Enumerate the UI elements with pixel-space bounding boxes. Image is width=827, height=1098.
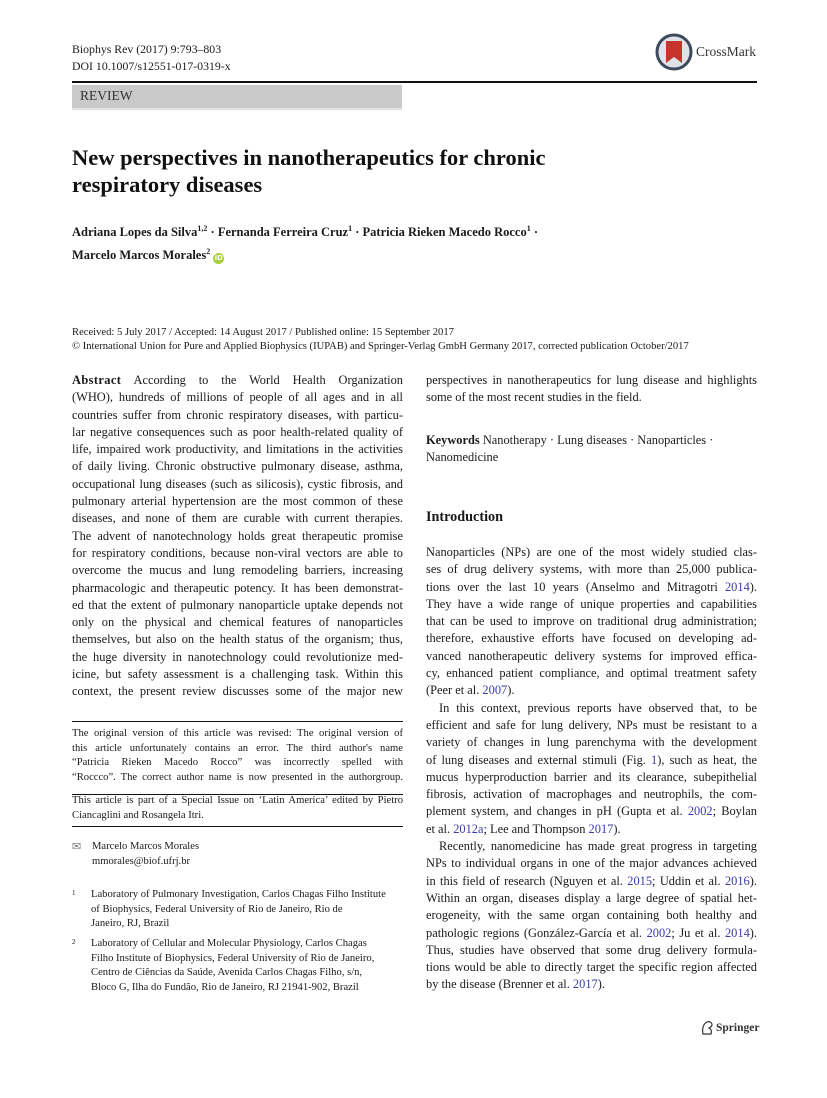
crossmark-label: CrossMark: [696, 44, 756, 59]
introduction-line: efficient and safe for lung delivery, NPs must be resistant to a: [426, 717, 757, 732]
author-affiliation: 1,2: [197, 224, 208, 233]
introduction-line: vanced nanotherapeutic delivery systems for improved effica-: [426, 648, 757, 663]
author-separator: ·: [210, 225, 215, 240]
affiliation-number: 2: [72, 938, 76, 946]
author-name[interactable]: Marcelo Marcos Morales: [72, 248, 207, 263]
springer-logo: [700, 1020, 759, 1035]
revision-note: [72, 727, 403, 785]
abstract-line: perspectives in nanotherapeutics for lung disease and highlights: [426, 373, 757, 387]
introduction-line: (Peer et al. 2007).: [426, 683, 515, 698]
envelope-icon: ✉: [72, 840, 82, 853]
author-name[interactable]: Adriana Lopes da Silva: [72, 225, 198, 240]
keywords-label: Keywords: [426, 433, 480, 447]
abstract-line: of daily living. Chronic obstructive pulmonary disease, asthma,: [72, 459, 403, 474]
orcid-icon[interactable]: iD: [214, 254, 223, 263]
crossmark-badge[interactable]: [655, 32, 756, 72]
abstract-line: some of the most recent studies in the field.: [426, 390, 642, 405]
introduction-line: erogeneity, with the same organ containing both healthy and: [426, 908, 757, 923]
introduction-line: Nanoparticles (NPs) are one of the most widely studied clas-: [426, 545, 757, 559]
keywords: [426, 432, 757, 467]
introduction-line: tions over the last 10 years (Anselmo and Mitragotri 2014).: [426, 579, 757, 594]
title-line: New perspectives in nanotherapeutics for chronic: [72, 145, 546, 170]
citation-link[interactable]: 2012a: [453, 821, 484, 836]
abstract-line: lar negative consequences such as poor health-related quality of: [72, 424, 403, 439]
footnote-rule: [72, 826, 403, 827]
journal-citation: Biophys Rev (2017) 9:793–803: [72, 42, 222, 56]
contact-email[interactable]: mmorales@biof.ufrj.br: [92, 855, 191, 867]
section-bar: [72, 85, 402, 110]
citation-link[interactable]: 1: [651, 752, 658, 767]
introduction-line: Thus, studies have observed that some drug delivery formula-: [426, 942, 757, 957]
introduction-line: by the disease (Brenner et al. 2017).: [426, 977, 605, 992]
affiliation-line: Janeiro, RJ, Brazil: [91, 918, 170, 930]
author-name[interactable]: Fernanda Ferreira Cruz: [217, 225, 349, 240]
citation-link[interactable]: 2002: [646, 925, 672, 940]
contact-name: Marcelo Marcos Morales: [92, 841, 200, 852]
introduction-line: pathologic regions (González-García et al. 2002; Ju et al. 2014).: [426, 925, 757, 940]
introduction-line: NPs to individual organs in one of the major advances achieved: [426, 856, 757, 871]
abstract-line: the huge diversity in nanotechnology could revolutionize med-: [72, 649, 403, 664]
abstract: [72, 372, 403, 701]
springer-horse-icon: [700, 1020, 714, 1035]
introduction-line: et al. 2012a; Lee and Thompson 2017).: [426, 821, 621, 836]
revision-note-line: The original version of this article was revised: The original version of: [72, 728, 403, 739]
introduction-line: mucus hyperproduction barrier and its clearance, subepithelial: [426, 769, 757, 784]
special-issue-line: This article is part of a Special Issue on ‘Latin America’ edited by Pietro: [72, 795, 403, 806]
citation-link[interactable]: 2014: [724, 925, 750, 940]
keywords-list-continued: Nanomedicine: [426, 450, 499, 465]
footnote-rule: [72, 721, 403, 722]
title-line: respiratory diseases: [72, 172, 263, 197]
introduction-line: in this field of research (Nguyen et al. 2015; Uddin et al. 2016).: [426, 873, 757, 888]
author-separator: ·: [533, 225, 539, 240]
introduction-line: plement system, and changes in pH (Gupta et al. 2002; Boylan: [426, 804, 757, 819]
abstract-line: (WHO), hundreds of millions of people of all ages and in all: [72, 390, 403, 405]
corresponding-author: [72, 840, 199, 869]
publisher-name: Springer: [716, 1021, 760, 1034]
introduction-line: They have a wide range of unique properties and capabilities: [426, 596, 757, 611]
abstract-line: context, the present review discusses some of the major new: [72, 684, 403, 699]
abstract-line: occupational lung diseases (such as silicosis), cystic fibrosis, and: [72, 476, 403, 491]
abstract-line: only on the physical and chemical features of nanoparticles: [72, 615, 403, 630]
citation-link[interactable]: 2015: [627, 873, 653, 888]
affiliation-number: 1: [72, 889, 76, 897]
abstract-line: The advent of nanotechnology holds great therapeutic promise: [72, 528, 403, 543]
introduction-line: variety of changes in lung parenchyma with the development: [426, 735, 757, 750]
abstract-line: pharmacologic and therapeutic potency. It has been demonstrat-: [72, 580, 403, 595]
affiliation-2: [72, 937, 403, 995]
author-affiliation: 1: [526, 224, 531, 233]
revision-note-line: this article unfortunately contains an error. The third author's name: [72, 742, 403, 754]
author-name[interactable]: Patricia Rieken Macedo Rocco: [362, 225, 527, 240]
citation-link[interactable]: 2017: [572, 977, 598, 992]
citation-link[interactable]: 2014: [724, 579, 750, 594]
affiliation-line: Filho Institute of Biophysics, Federal University of Rio de Janeiro,: [91, 952, 375, 964]
author-separator: ·: [355, 225, 360, 240]
doi[interactable]: DOI 10.1007/s12551-017-0319-x: [72, 59, 231, 73]
introduction-line: fibrosis, activation of macrophages and neutrophils, the com-: [426, 787, 757, 802]
introduction-body: [426, 544, 757, 994]
abstract-line: diseases, and none of them are curable with current therapies.: [72, 511, 403, 526]
introduction-line: tions would be able to directly target the specific region affected: [426, 960, 757, 975]
author-affiliation: 2: [206, 247, 211, 257]
abstract-line: life, impaired work productivity, and limitations in the activities: [72, 442, 403, 457]
abstract-line: overcome the mucus and lung remodeling barriers, increasing: [72, 563, 403, 578]
header-rule: [72, 81, 757, 83]
affiliation-line: Centro de Ciências da Saúde, Avenida Carlos Chagas Filho, s/n,: [91, 967, 363, 979]
introduction-line: of lung diseases and external stimuli (Fig. 1), such as heat, the: [426, 752, 757, 767]
abstract-line: pulmonary arterial hypertension are the most common of these: [72, 494, 403, 509]
affiliation-1: [72, 888, 403, 932]
abstract-line: themselves, but also on the health status of the organism; thus,: [72, 632, 403, 647]
introduction-line: In this context, previous reports have observed that, to be: [439, 700, 757, 715]
introduction-line: Recently, nanomedicine has made great progress in targeting: [439, 839, 757, 854]
citation-link[interactable]: 2016: [724, 873, 750, 888]
crossmark-icon: [655, 32, 693, 72]
affiliation-line: of Biophysics, Federal University of Rio de Janeiro, Rio de: [91, 903, 343, 915]
introduction-line: cy, enhanced patient compliance, and optimal treatment safety: [426, 666, 757, 681]
section-label: REVIEW: [80, 88, 133, 103]
abstract-line: for respiratory conditions, because non-viral vectors are able to: [72, 545, 403, 560]
introduction-line: that can be used to improve on traditional drug administration;: [426, 614, 757, 629]
affiliation-line: Laboratory of Pulmonary Investigation, Carlos Chagas Filho Institute: [91, 889, 386, 900]
abstract-continued: [426, 372, 757, 407]
article-title: [72, 144, 546, 198]
abstract-label: Abstract: [72, 373, 122, 387]
citation-link[interactable]: 2017: [588, 821, 614, 836]
introduction-line: ses of drug delivery systems, with more than 25,000 publica-: [426, 562, 757, 577]
keywords-list: Nanotherapy · Lung diseases · Nanoparticles ·: [482, 433, 714, 447]
author-list: [72, 219, 538, 265]
author-affiliation: 1: [348, 224, 353, 233]
affiliation-line: Bloco G, Ilha do Fundão, Rio de Janeiro, RJ 21941-902, Brazil: [91, 981, 359, 993]
introduction-line: Within an organ, diseases display a large degree of spatial het-: [426, 890, 757, 905]
special-issue-line: Ciancaglini and Rosangela Itri.: [72, 809, 204, 821]
citation-link[interactable]: 2002: [687, 804, 713, 819]
affiliation-line: Laboratory of Cellular and Molecular Physiology, Carlos Chagas: [91, 938, 367, 949]
citation-link[interactable]: 2007: [482, 683, 508, 698]
publication-dates: Received: 5 July 2017 / Accepted: 14 August 2017 / Published online: 15 September 2017: [72, 327, 454, 338]
abstract-line: countries suffer from chronic respiratory diseases, with particu-: [72, 407, 403, 422]
introduction-heading: Introduction: [426, 509, 503, 525]
revision-note-line: “Patricia Rieken Macedo Rocco” was incorrectly spelled with: [72, 757, 403, 769]
introduction-line: therefore, exhaustive efforts have focused on developing ad-: [426, 631, 757, 646]
special-issue-note: [72, 794, 403, 823]
copyright: © International Union for Pure and Applied Biophysics (IUPAB) and Springer-Verlag GmbH Germany 2017, corrected publication October/2017: [72, 341, 689, 352]
revision-note-line: “Roccco”. The correct author name is now presented in the authorgroup.: [72, 771, 403, 783]
abstract-line: ed that the extent of pulmonary nanoparticle uptake depends not: [72, 597, 403, 612]
abstract-line: icine, but safety assessment is a challenging task. Within this: [72, 667, 403, 682]
abstract-line: Abstract According to the World Health Organization: [72, 373, 403, 387]
